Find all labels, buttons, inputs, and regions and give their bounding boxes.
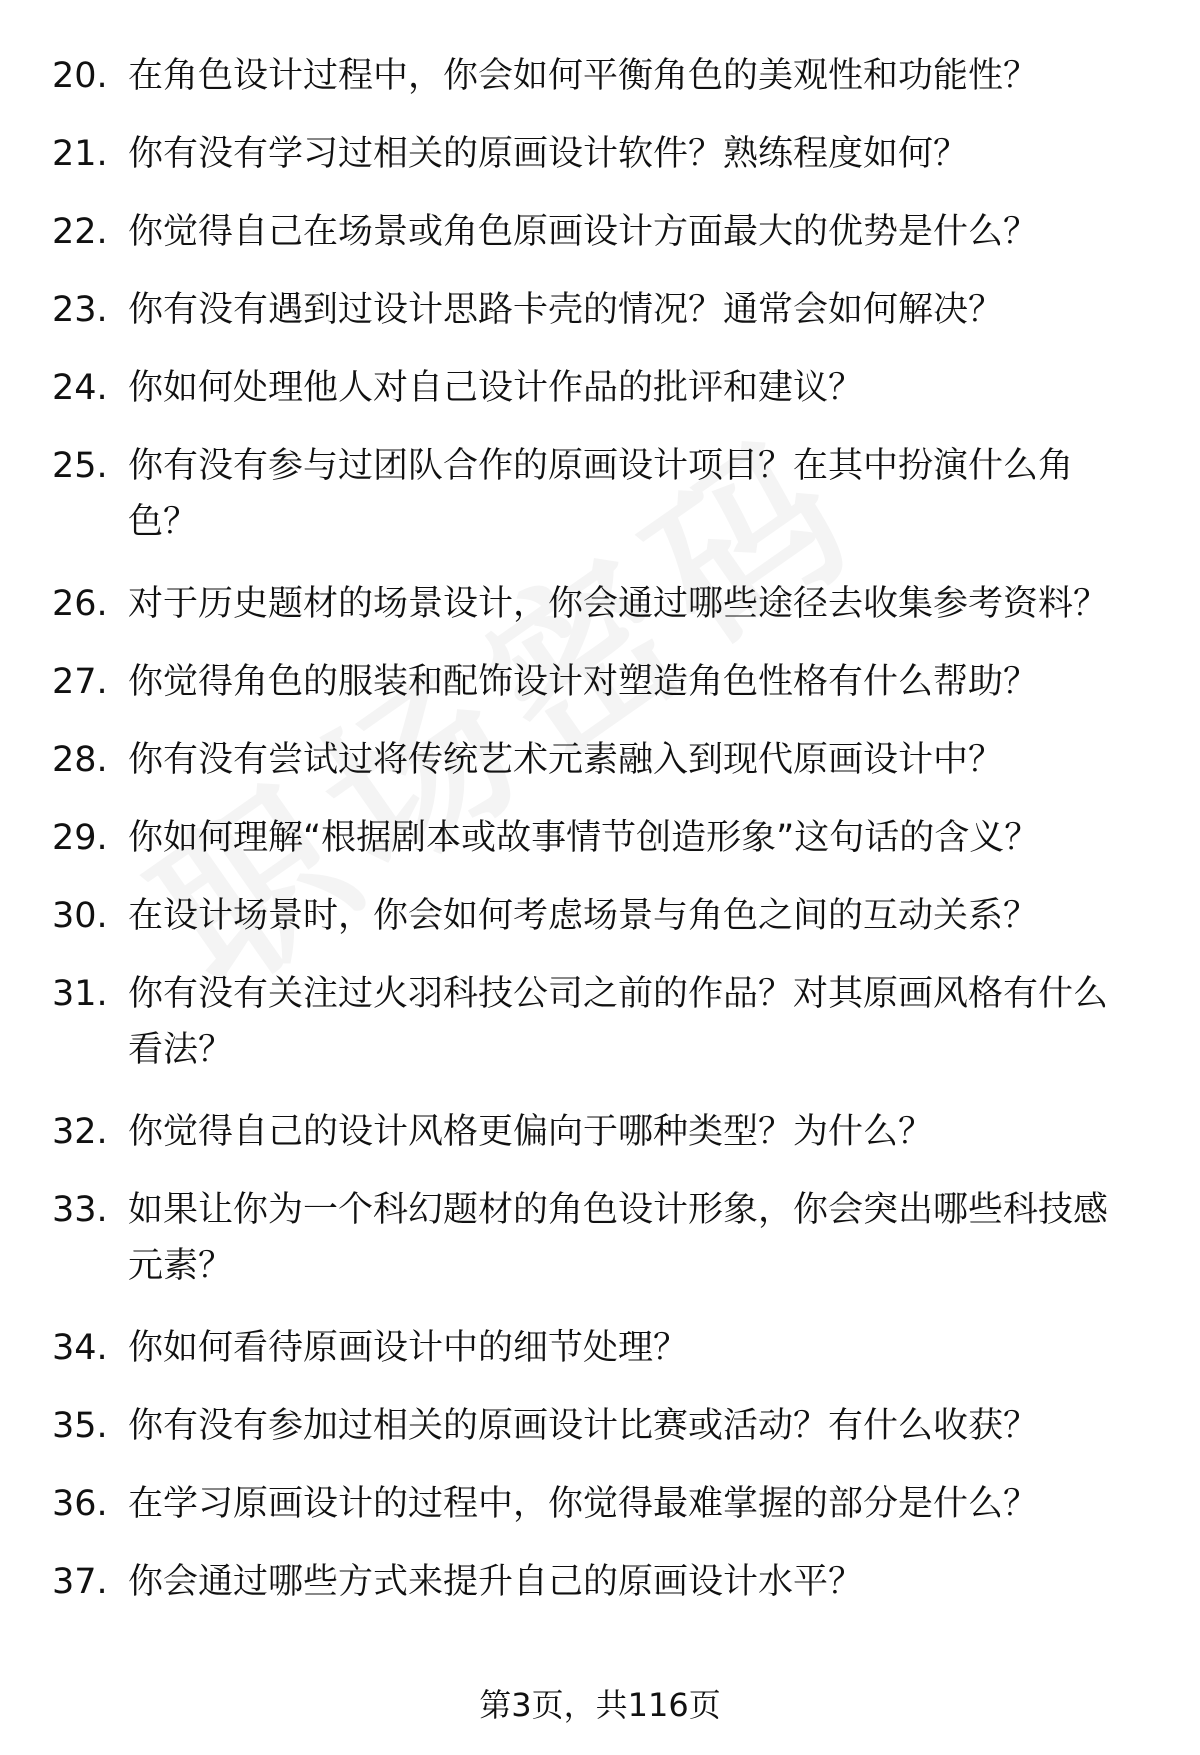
question-number: 22. <box>52 212 108 252</box>
question-text: 你觉得角色的服装和配饰设计对塑造角色性格有什么帮助？ <box>128 662 1039 702</box>
question-number: 35. <box>52 1406 108 1446</box>
question-text: 你有没有遇到过设计思路卡壳的情况？通常会如何解决？ <box>128 290 1004 330</box>
question-number: 32. <box>52 1112 108 1152</box>
question-number: 36. <box>52 1484 108 1524</box>
question-number: 21. <box>52 134 108 174</box>
question-number: 28. <box>52 740 108 780</box>
question-text: 在角色设计过程中，你会如何平衡角色的美观性和功能性？ <box>128 56 1039 96</box>
question-number: 20. <box>52 56 108 96</box>
question-number: 34. <box>52 1328 108 1368</box>
question-text: 在设计场景时，你会如何考虑场景与角色之间的互动关系？ <box>128 896 1039 936</box>
question-text: 你觉得自己在场景或角色原画设计方面最大的优势是什么？ <box>128 212 1039 252</box>
question-number: 23. <box>52 290 108 330</box>
question-number: 31. <box>52 974 108 1014</box>
question-text: 你如何处理他人对自己设计作品的批评和建议？ <box>128 368 864 408</box>
question-text: 你有没有参与过团队合作的原画设计项目？在其中扮演什么角色？ <box>128 446 1074 542</box>
question-number: 26. <box>52 584 108 624</box>
question-text: 你觉得自己的设计风格更偏向于哪种类型？为什么？ <box>128 1112 934 1152</box>
question-text: 在学习原画设计的过程中，你觉得最难掌握的部分是什么？ <box>128 1484 1039 1524</box>
question-text: 你如何理解“根据剧本或故事情节创造形象”这句话的含义？ <box>128 818 1040 858</box>
question-number: 25. <box>52 446 108 486</box>
question-text: 对于历史题材的场景设计，你会通过哪些途径去收集参考资料？ <box>128 584 1109 624</box>
question-number: 33. <box>52 1190 108 1230</box>
question-number: 27. <box>52 662 108 702</box>
question-number: 37. <box>52 1562 108 1602</box>
question-text: 你如何看待原画设计中的细节处理？ <box>128 1328 689 1368</box>
question-text: 你会通过哪些方式来提升自己的原画设计水平？ <box>128 1562 864 1602</box>
question-number: 24. <box>52 368 108 408</box>
question-text: 你有没有学习过相关的原画设计软件？熟练程度如何？ <box>128 134 969 174</box>
question-text: 你有没有尝试过将传统艺术元素融入到现代原画设计中？ <box>128 740 1004 780</box>
question-text: 你有没有关注过火羽科技公司之前的作品？对其原画风格有什么看法？ <box>128 974 1109 1070</box>
question-text: 你有没有参加过相关的原画设计比赛或活动？有什么收获？ <box>128 1406 1039 1446</box>
question-number: 30. <box>52 896 108 936</box>
question-number: 29. <box>52 818 108 858</box>
page-number-footer: 第3页，共116页 <box>479 1686 721 1724</box>
question-text: 如果让你为一个科幻题材的角色设计形象，你会突出哪些科技感元素？ <box>128 1190 1109 1286</box>
